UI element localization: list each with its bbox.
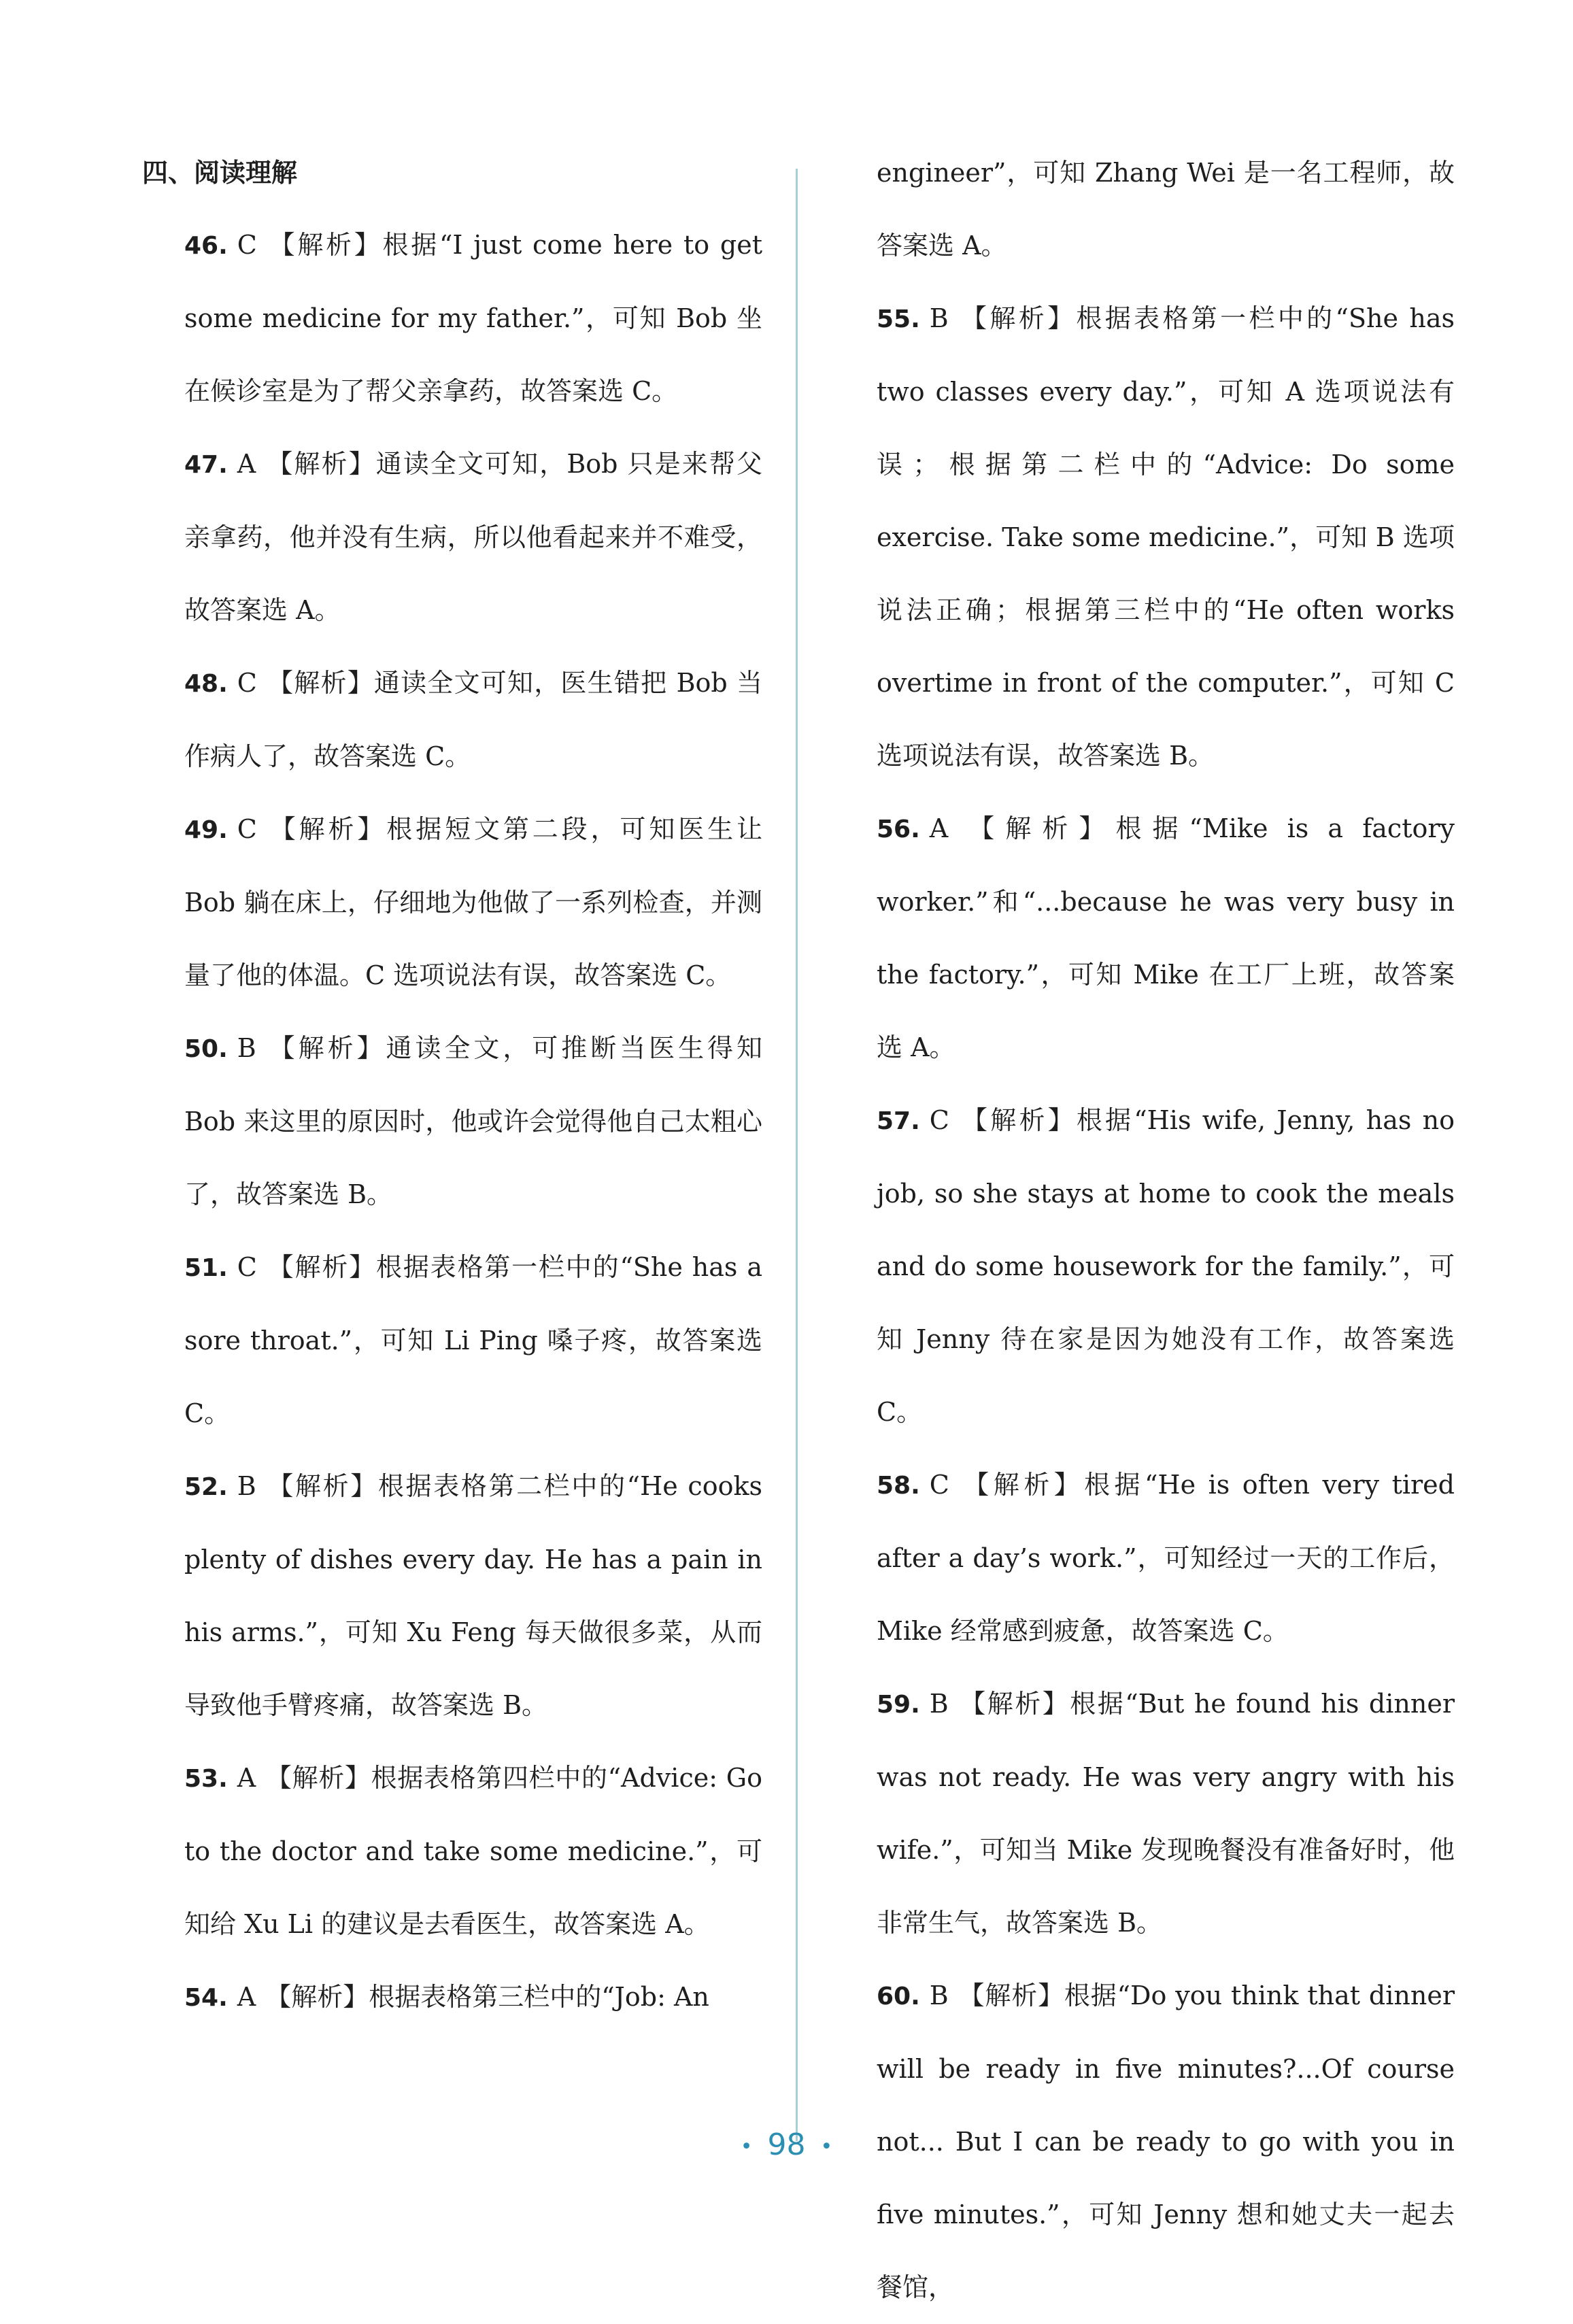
answer-entry-56 — [877, 792, 1455, 1084]
answer-entry-59 — [877, 1668, 1455, 1959]
question-number: 50. — [184, 1035, 228, 1063]
answer-letter: B — [237, 1033, 256, 1063]
question-number: 51. — [184, 1254, 228, 1282]
page-number — [0, 2127, 1573, 2162]
answer-letter: C — [929, 1470, 949, 1500]
section-title: 四、阅读理解 — [142, 158, 298, 188]
explanation-text: 【解析】通读全文可知，医生错把 Bob 当作病人了，故答案选 C。 — [184, 668, 762, 771]
answer-letter: A — [237, 1982, 256, 2012]
explanation-text: 【解析】根据表格第四栏中的“Advice: Go to the doctor and take some medicine.”，可知给 Xu Li 的建议是去看医生，故答案选 A。 — [184, 1763, 762, 1939]
question-number: 53. — [184, 1765, 228, 1793]
explanation-text: 【解析】根据表格第二栏中的“He cooks plenty of dishes every day. He has a pain in his arms.”，可知 Xu Feng 每天做很多菜，从而导致他手臂疼痛，故答案选 B。 — [184, 1471, 762, 1720]
question-number: 49. — [184, 816, 228, 844]
answer-entry-55 — [877, 282, 1455, 792]
question-number: 47. — [184, 451, 228, 479]
explanation-text: 【解析】根据“But he found his dinner was not ready. He was very angry with his wife.”，可知当 Mike 发现晚餐没有准备好时，他非常生气，故答案选 B。 — [877, 1689, 1455, 1938]
answer-entry-53 — [184, 1742, 762, 1961]
question-number: 54. — [184, 1984, 228, 2012]
left-column — [142, 155, 762, 2034]
answer-entry-51 — [184, 1231, 762, 1450]
explanation-text: 【解析】通读全文可知，Bob 只是来帮父亲拿药，他并没有生病，所以他看起来并不难受，故答案选 A。 — [184, 449, 762, 625]
answer-entry-46 — [184, 209, 762, 428]
answer-entry-57 — [877, 1084, 1455, 1449]
answer-letter: C — [237, 1252, 257, 1282]
answer-entry-54 — [184, 1961, 762, 2034]
page-number-dot-right: • — [820, 2134, 833, 2159]
question-number: 57. — [877, 1107, 920, 1135]
answer-letter: C — [237, 668, 257, 698]
question-number: 60. — [877, 1983, 920, 2010]
page-number-value: 98 — [767, 2127, 806, 2162]
explanation-text: engineer”，可知 Zhang Wei 是一名工程师，故答案选 A。 — [877, 158, 1455, 260]
question-number: 55. — [877, 305, 920, 333]
answer-entry-48 — [184, 647, 762, 793]
answer-entry-54-continuation — [877, 137, 1455, 282]
explanation-text: 【解析】根据“Do you think that dinner will be ready in five minutes?...Of course not... But I can be ready to go with you in five minutes.”，可知 Jenny 想和她丈夫一起去餐馆， — [877, 1981, 1455, 2302]
answer-letter: B — [237, 1471, 256, 1501]
answer-letter: A — [929, 813, 949, 843]
answer-letter: B — [929, 303, 949, 333]
answer-entry-52 — [184, 1450, 762, 1742]
right-column — [877, 155, 1455, 2324]
explanation-text: 【解析】根据“His wife, Jenny, has no job, so she stays at home to cook the meals and do some housework for the family.”，可知 Jenny 待在家是因为她没有工作，故答案选 C。 — [877, 1105, 1455, 1427]
answer-entry-49 — [184, 793, 762, 1012]
explanation-text: 【解析】根据“Mike is a factory worker.”和“...because he was very busy in the factory.”，可知 Mike 在工厂上班，故答案选 A。 — [877, 813, 1455, 1062]
answer-letter: A — [237, 449, 256, 479]
page-number-dot-left: • — [740, 2134, 753, 2159]
explanation-text: 【解析】根据“I just come here to get some medicine for my father.”，可知 Bob 坐在候诊室是为了帮父亲拿药，故答案选 C。 — [184, 230, 762, 406]
answer-letter: C — [929, 1105, 949, 1135]
answer-letter: B — [929, 1689, 949, 1719]
question-number: 58. — [877, 1472, 920, 1500]
answer-entry-50 — [184, 1012, 762, 1231]
question-number: 48. — [184, 670, 228, 698]
column-divider — [796, 169, 798, 2141]
question-number: 56. — [877, 815, 920, 843]
answer-letter: A — [237, 1763, 256, 1793]
question-number: 52. — [184, 1473, 228, 1501]
answer-entry-47 — [184, 428, 762, 647]
answer-entry-58 — [877, 1449, 1455, 1668]
question-number: 46. — [184, 232, 228, 260]
explanation-text: 【解析】通读全文，可推断当医生得知 Bob 来这里的原因时，他或许会觉得他自己太粗心了，故答案选 B。 — [184, 1033, 762, 1209]
explanation-text: 【解析】根据表格第一栏中的“She has a sore throat.”，可知 Li Ping 嗓子疼，故答案选 C。 — [184, 1252, 762, 1428]
answer-letter: C — [237, 230, 257, 260]
explanation-text: 【解析】根据短文第二段，可知医生让 Bob 躺在床上，仔细地为他做了一系列检查，并测量了他的体温。C 选项说法有误，故答案选 C。 — [184, 814, 762, 990]
explanation-text: 【解析】根据表格第三栏中的“Job: An — [265, 1982, 709, 2012]
question-number: 59. — [877, 1691, 920, 1719]
explanation-text: 【解析】根据表格第一栏中的“She has two classes every day.”，可知 A 选项说法有误；根据第二栏中的“Advice: Do some exercise. Take some medicine.”，可知 B 选项说法正确；根据第三栏中的“He often works overtime in front of the computer.”，可知 C 选项说法有误，故答案选 B。 — [877, 303, 1455, 771]
explanation-text: 【解析】根据“He is often very tired after a day’s work.”，可知经过一天的工作后，Mike 经常感到疲惫，故答案选 C。 — [877, 1470, 1455, 1646]
answer-letter: C — [237, 814, 257, 844]
answer-letter: B — [929, 1981, 949, 2010]
